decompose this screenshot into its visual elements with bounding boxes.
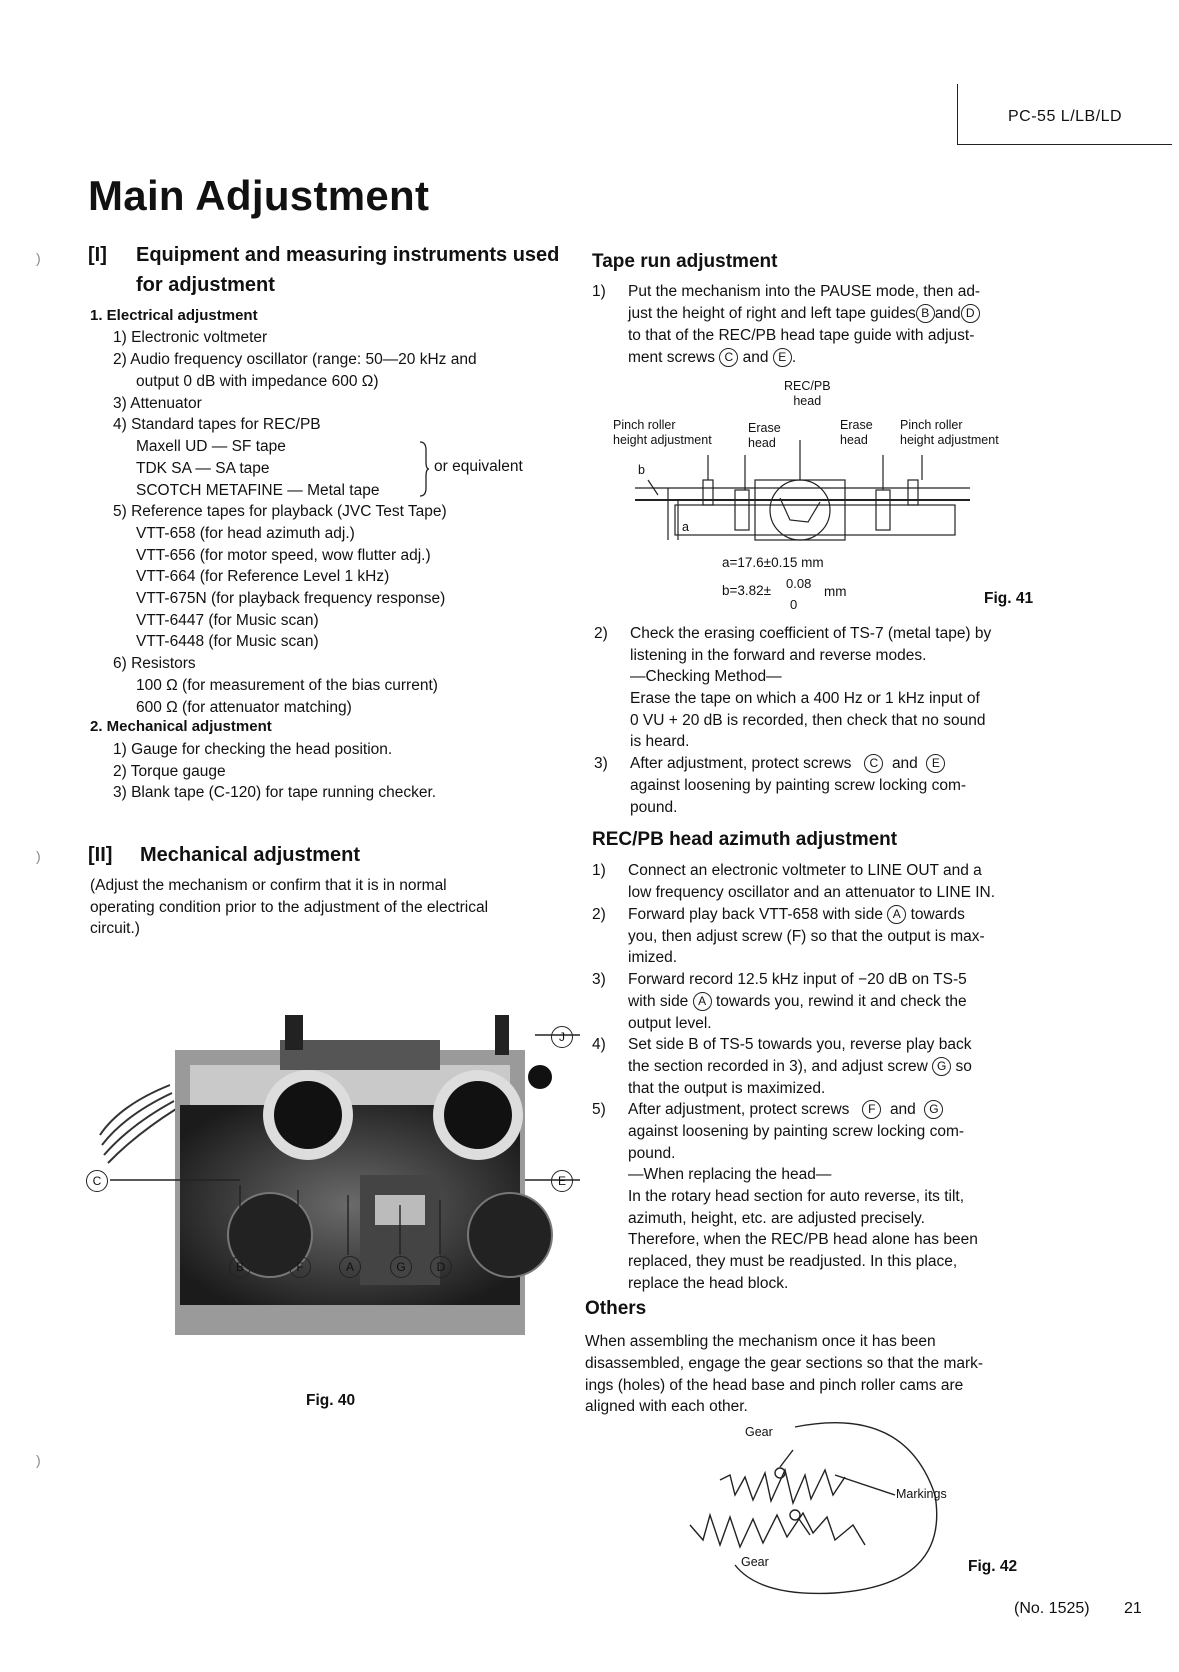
azimuth-step4-line2: the section recorded in 3), and adjust screw G so: [628, 1058, 972, 1075]
fig40-label-b: B: [229, 1256, 251, 1278]
section1-title-line1: Equipment and measuring instruments used: [136, 244, 560, 266]
azimuth-step2-line1: Forward play back VTT-658 with side A towards: [628, 906, 965, 923]
taperun-step2-line6: is heard.: [630, 733, 690, 750]
taperun-step1-line4: ment screws C and E .: [628, 349, 797, 366]
others-line3: ings (holes) of the head base and pinch roller cams are: [585, 1377, 964, 1394]
taperun-step1-line1: Put the mechanism into the PAUSE mode, then ad-: [628, 283, 981, 300]
fig42-gear-diagram: [685, 1415, 955, 1600]
fig41-dim-b-sub: 0: [790, 597, 798, 612]
equip-item-3: 3) Attenuator: [113, 395, 202, 412]
fig41-dim-b-sup: 0.08: [786, 576, 812, 591]
circle-g-icon: G: [924, 1100, 943, 1119]
margin-mark: ): [36, 1452, 41, 1468]
tape-maxell: Maxell UD — SF tape: [136, 438, 286, 455]
equip-item-1: 1) Electronic voltmeter: [113, 329, 268, 346]
section2-text-3: circuit.): [90, 920, 140, 937]
fig40-label-f: F: [289, 1256, 311, 1278]
fig41-dim-b-pre: b=3.82±: [722, 583, 772, 598]
page-reference: (No. 1525): [1014, 1600, 1090, 1617]
resistor-600: 600 Ω (for attenuator matching): [136, 699, 352, 716]
fig41-recpb-label: REC/PB head: [784, 379, 831, 408]
azimuth-step3-line3: output level.: [628, 1015, 712, 1032]
fig42-markings-label: Markings: [896, 1487, 947, 1501]
section2-number: [II]: [88, 844, 113, 866]
margin-mark: ): [36, 250, 41, 266]
taperun-step2-line5: 0 VU + 20 dB is recorded, then check that no sound: [630, 712, 986, 729]
section2-text-1: (Adjust the mechanism or confirm that it is in normal: [90, 877, 447, 894]
circle-c-icon: C: [719, 348, 738, 367]
page-number: 21: [1124, 1600, 1142, 1617]
azimuth-step4-line1: Set side B of TS-5 towards you, reverse play back: [628, 1036, 972, 1053]
fig40-label-a: A: [339, 1256, 361, 1278]
equip-item-5: 5) Reference tapes for playback (JVC Test Tape): [113, 503, 447, 520]
azimuth-title: REC/PB head azimuth adjustment: [592, 829, 898, 850]
azimuth-step1-line1: Connect an electronic voltmeter to LINE OUT and a: [628, 862, 982, 879]
equip-item-6: 6) Resistors: [113, 655, 196, 672]
taperun-step3-line3: pound.: [630, 799, 678, 816]
electrical-adjustment-heading: 1. Electrical adjustment: [90, 307, 258, 324]
taperun-step2-line3: —Checking Method—: [630, 668, 782, 685]
azimuth-step3-num: 3): [592, 971, 606, 988]
replace-head-line5: replace the head block.: [628, 1275, 789, 1292]
circle-b-icon: B: [916, 304, 935, 323]
fig41-pinch-left-label: Pinch roller height adjustment: [613, 418, 712, 447]
azimuth-step1-line2: low frequency oscillator and an attenuator to LINE IN.: [628, 884, 996, 901]
tape-scotch: SCOTCH METAFINE — Metal tape: [136, 482, 380, 499]
equip-item-2b: output 0 dB with impedance 600 Ω): [136, 373, 379, 390]
fig40-label-e: E: [551, 1170, 573, 1192]
azimuth-step2-line3: imized.: [628, 949, 678, 966]
or-equivalent: or equivalent: [434, 458, 523, 475]
circle-f-icon: F: [862, 1100, 881, 1119]
fig41-caption: Fig. 41: [984, 590, 1034, 607]
circle-e-icon: E: [926, 754, 945, 773]
others-title: Others: [585, 1298, 647, 1319]
taperun-step1-line3: to that of the REC/PB head tape guide with adjust-: [628, 327, 975, 344]
mech-item-1: 1) Gauge for checking the head position.: [113, 741, 393, 758]
fig42-caption: Fig. 42: [968, 1558, 1018, 1575]
taperun-step3-line2: against loosening by painting screw locking com-: [630, 777, 967, 794]
fig41-dim-a: a=17.6±0.15 mm: [722, 555, 824, 570]
fig41-erase-right-label: Erase head: [840, 418, 873, 447]
others-line4: aligned with each other.: [585, 1398, 748, 1415]
resistor-100: 100 Ω (for measurement of the bias current): [136, 677, 438, 694]
tape-tdk: TDK SA — SA tape: [136, 460, 270, 477]
taperun-step1-num: 1): [592, 283, 606, 300]
fig41-head-diagram: [630, 440, 980, 550]
taperun-step2-num: 2): [594, 625, 608, 642]
section1-number: [I]: [88, 244, 107, 266]
equip-item-4: 4) Standard tapes for REC/PB: [113, 416, 321, 433]
fig40-label-j: J: [551, 1026, 573, 1048]
taperun-step2-line4: Erase the tape on which a 400 Hz or 1 kHz input of: [630, 690, 980, 707]
section2-title: Mechanical adjustment: [140, 844, 361, 866]
taperun-step2-line1: Check the erasing coefficient of TS-7 (metal tape) by: [630, 625, 992, 642]
vtt-6448: VTT-6448 (for Music scan): [136, 633, 319, 650]
azimuth-step5-line3: pound.: [628, 1145, 676, 1162]
section1-title-line2: for adjustment: [136, 274, 275, 296]
azimuth-step4-line3: that the output is maximized.: [628, 1080, 826, 1097]
fig41-pinch-right-label: Pinch roller height adjustment: [900, 418, 999, 447]
mech-item-2: 2) Torque gauge: [113, 763, 226, 780]
vtt-664: VTT-664 (for Reference Level 1 kHz): [136, 568, 390, 585]
fig40-caption: Fig. 40: [306, 1392, 356, 1409]
fig40-mechanism-photo: [80, 995, 580, 1365]
fig41-erase-left-label: Erase head: [748, 421, 781, 450]
fig42-gear-bottom-label: Gear: [741, 1555, 769, 1569]
taperun-step2-line2: listening in the forward and reverse modes.: [630, 647, 927, 664]
fig40-label-c: C: [86, 1170, 108, 1192]
vtt-658: VTT-658 (for head azimuth adj.): [136, 525, 355, 542]
azimuth-step5-num: 5): [592, 1101, 606, 1118]
replace-head-line1: In the rotary head section for auto reverse, its tilt,: [628, 1188, 964, 1205]
mechanical-adjustment-heading: 2. Mechanical adjustment: [90, 718, 272, 735]
vtt-6447: VTT-6447 (for Music scan): [136, 612, 319, 629]
azimuth-step3-line2: with side A towards you, rewind it and check the: [628, 993, 967, 1010]
azimuth-step4-num: 4): [592, 1036, 606, 1053]
replace-head-line2: azimuth, height, etc. are adjusted precisely.: [628, 1210, 925, 1227]
circle-g-icon: G: [932, 1057, 951, 1076]
azimuth-step5-line2: against loosening by painting screw locking com-: [628, 1123, 965, 1140]
replace-head-title: —When replacing the head—: [628, 1166, 832, 1183]
circle-a-icon: A: [887, 905, 906, 924]
model-number: PC-55 L/LB/LD: [1008, 108, 1123, 125]
taperun-step1-line2: just the height of right and left tape guides B and D: [628, 303, 980, 325]
circle-a-icon: A: [693, 992, 712, 1011]
azimuth-step3-line1: Forward record 12.5 kHz input of −20 dB on TS-5: [628, 971, 967, 988]
equip-item-2a: 2) Audio frequency oscillator (range: 50—20 kHz and: [113, 351, 477, 368]
replace-head-line3: Therefore, when the REC/PB head alone has been: [628, 1231, 978, 1248]
others-line1: When assembling the mechanism once it has been: [585, 1333, 936, 1350]
others-line2: disassembled, engage the gear sections so that the mark-: [585, 1355, 984, 1372]
circle-e-icon: E: [773, 348, 792, 367]
fig42-gear-top-label: Gear: [745, 1425, 773, 1439]
fig41-a-label: a: [682, 520, 689, 534]
page-title: Main Adjustment: [88, 172, 430, 219]
tape-run-title: Tape run adjustment: [592, 251, 778, 272]
fig40-label-d: D: [430, 1256, 452, 1278]
azimuth-step2-line2: you, then adjust screw (F) so that the output is max-: [628, 928, 985, 945]
fig41-b-label: b: [638, 463, 645, 477]
vtt-675n: VTT-675N (for playback frequency response): [136, 590, 446, 607]
fig41-dim-b-unit: mm: [824, 584, 847, 599]
mech-item-3: 3) Blank tape (C-120) for tape running checker.: [113, 784, 437, 801]
circle-d-icon: D: [961, 304, 980, 323]
margin-mark: ): [36, 848, 41, 864]
azimuth-step5-line1: After adjustment, protect screws F and G: [628, 1099, 943, 1121]
circle-c-icon: C: [864, 754, 883, 773]
azimuth-step1-num: 1): [592, 862, 606, 879]
replace-head-line4: replaced, they must be readjusted. In this place,: [628, 1253, 958, 1270]
taperun-step3-num: 3): [594, 755, 608, 772]
vtt-656: VTT-656 (for motor speed, wow flutter adj.): [136, 547, 431, 564]
fig40-label-g: G: [390, 1256, 412, 1278]
section2-text-2: operating condition prior to the adjustment of the electrical: [90, 899, 489, 916]
azimuth-step2-num: 2): [592, 906, 606, 923]
brace-mark: [418, 440, 430, 498]
taperun-step3-line1: After adjustment, protect screws C and E: [630, 753, 945, 775]
